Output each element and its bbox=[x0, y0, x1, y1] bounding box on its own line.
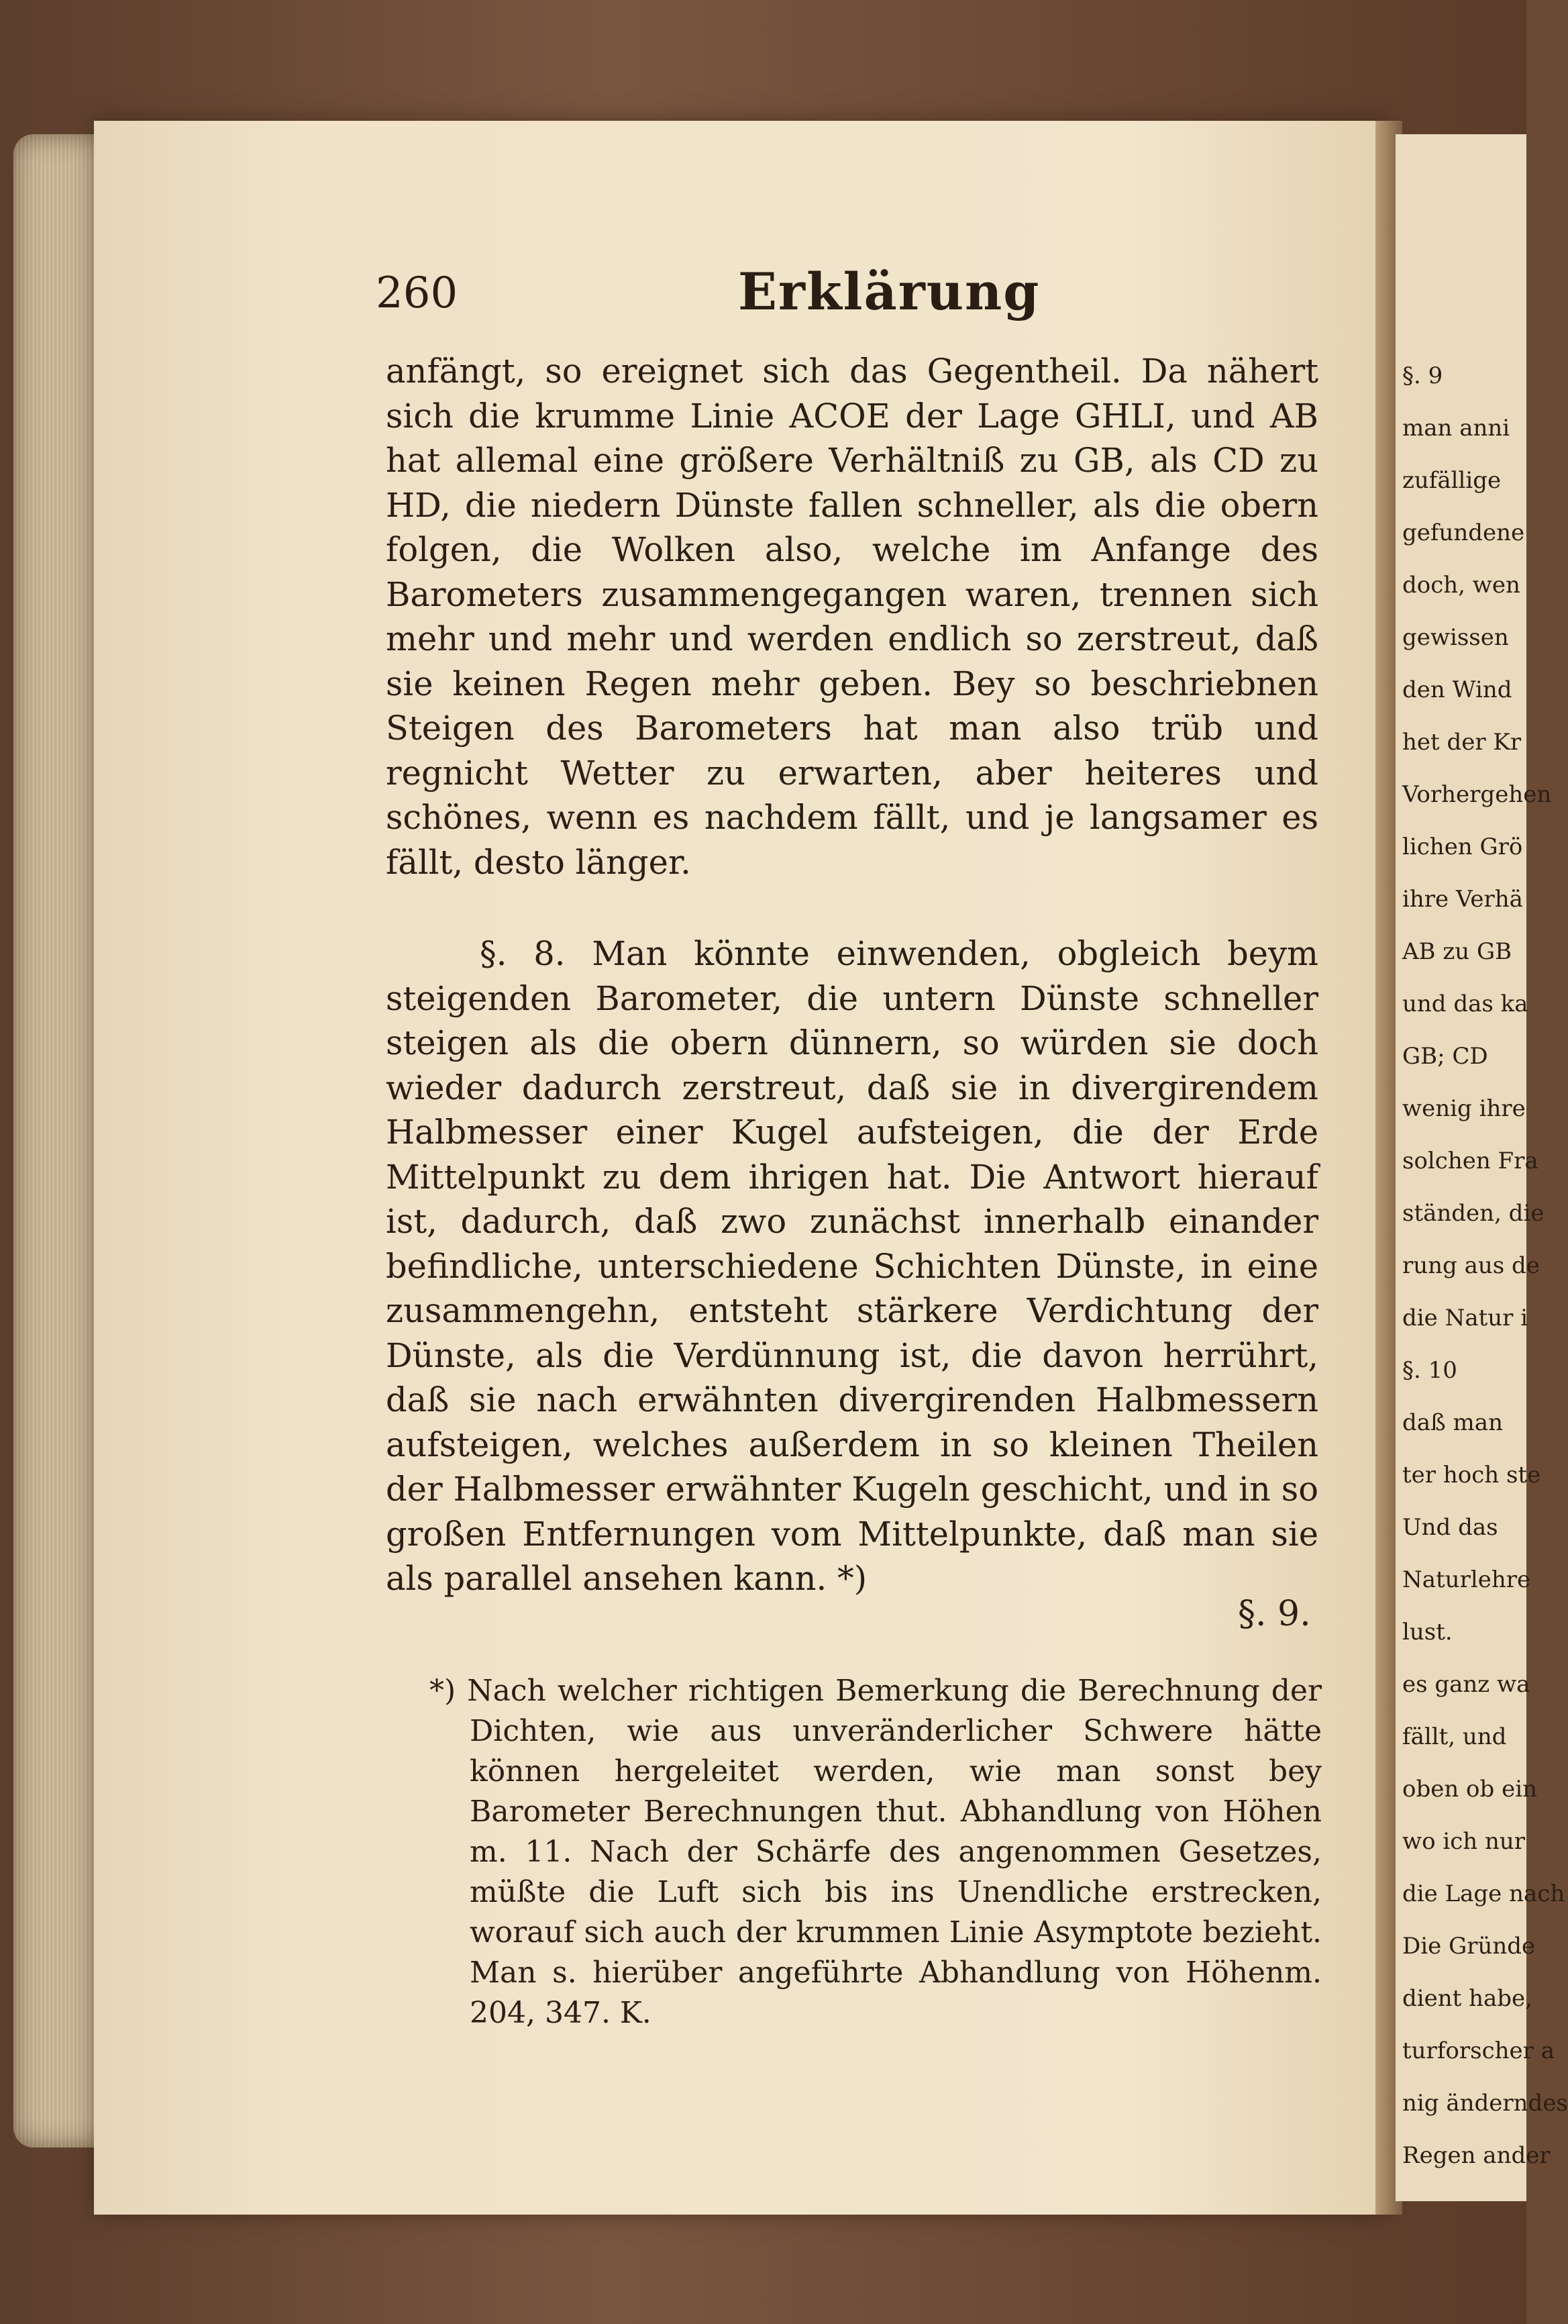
facing-page-line: rung aus de bbox=[1402, 1252, 1540, 1279]
facing-page-line: oben ob ein bbox=[1402, 1776, 1537, 1803]
facing-page-line: gewissen bbox=[1402, 624, 1509, 651]
main-text bbox=[386, 349, 1318, 1601]
facing-page-line: GB; CD bbox=[1402, 1043, 1488, 1070]
facing-page-line: es ganz wa bbox=[1402, 1671, 1530, 1698]
facing-page-line: Naturlehre bbox=[1402, 1566, 1531, 1593]
facing-page-line: die Lage nach bbox=[1402, 1880, 1565, 1907]
facing-page-line: ihre Verhä bbox=[1402, 886, 1523, 913]
page-number: 260 bbox=[376, 268, 458, 318]
facing-page-line: het der Kr bbox=[1402, 729, 1522, 756]
facing-page-line: turforscher a bbox=[1402, 2037, 1555, 2064]
facing-page-fragment bbox=[1396, 134, 1568, 2201]
catchword: §. 9. bbox=[1238, 1594, 1311, 1634]
facing-page-line: wo ich nur bbox=[1402, 1828, 1526, 1855]
footnote bbox=[429, 1671, 1322, 2033]
facing-page-line: §. 9 bbox=[1402, 362, 1443, 389]
paragraph: §. 8. Man könnte einwenden, obgleich beym steigenden Barometer, die untern Dünste schneller steigen als die obern dünnern, so würden sie doch wieder dadurch zerstreut, daß sie in divergirendem Halbmesser einer Kugel aufsteigen, die der Erde Mittelpunkt zu dem ihrigen hat. Die Antwort hierauf ist, dadurch, daß zwo zunächst innerhalb einander befindliche, unterschiedene Schichten Dünste, in eine zusammengehn, entsteht stärkere Verdichtung der Dünste, als die Verdünnung ist, die davon herrührt, daß sie nach erwähnten divergirenden Halbmessern aufsteigen, welches außerdem in so kleinen Theilen der Halbmesser erwähnter Kugeln geschicht, und in so großen Entfernungen vom Mittelpunkte, daß man sie als parallel ansehen kann. *) bbox=[386, 934, 1318, 1598]
running-title: Erklärung bbox=[738, 262, 1041, 321]
facing-page-line: nig änderndes bbox=[1402, 2090, 1568, 2117]
facing-page-line: ständen, die bbox=[1402, 1200, 1545, 1227]
facing-page-line: fällt, und bbox=[1402, 1723, 1507, 1750]
facing-page-line: doch, wen bbox=[1402, 572, 1520, 599]
facing-page-line: die Natur i bbox=[1402, 1305, 1528, 1331]
facing-page-line: Und das bbox=[1402, 1514, 1498, 1541]
facing-page-line: zufällige bbox=[1402, 467, 1502, 494]
facing-page-line: gefundene bbox=[1402, 519, 1525, 546]
facing-page-line: lust. bbox=[1402, 1619, 1453, 1646]
facing-page-line: Regen ander bbox=[1402, 2142, 1551, 2169]
facing-page-line: daß man bbox=[1402, 1409, 1503, 1436]
facing-page-line: dient habe, bbox=[1402, 1985, 1532, 2012]
facing-page-line: lichen Grö bbox=[1402, 833, 1523, 860]
facing-page-line: und das ka bbox=[1402, 991, 1528, 1017]
facing-page-line: Vorhergehen bbox=[1402, 781, 1552, 808]
paragraph: anfängt, so ereignet sich das Gegentheil. Da nähert sich die krumme Linie ACOE der Lage GHLI, und AB hat allemal eine größere Verhältniß zu GB, als CD zu HD, die niedern Dünste fallen schneller, als die obern folgen, die Wolken also, welche im Anfange des Barometers zusammengegangen waren, trennen sich mehr und mehr und werden endlich so zerstreut, daß sie keinen Regen mehr geben. Bey so beschriebnen Steigen des Barometers hat man also trüb und regnicht Wetter zu erwarten, aber heiteres und schönes, wenn es nachdem fällt, und je langsamer es fällt, desto länger. bbox=[386, 352, 1318, 882]
page-header bbox=[376, 262, 1315, 329]
facing-page-line: solchen Fra bbox=[1402, 1148, 1538, 1174]
facing-page-line: man anni bbox=[1402, 415, 1510, 442]
facing-page-line: den Wind bbox=[1402, 676, 1512, 703]
footnote-text: *) Nach welcher richtigen Bemerkung die Berechnung der Dichten, wie aus unveränderlicher Schwere hätte können hergeleitet werden, wie man sonst bey Barometer Berechnungen thut. Abhandlung von Höhen m. 11. Nach der Schärfe des angenommen Gesetzes, müßte die Luft sich bis ins Unendliche erstrecken, worauf sich auch der krummen Linie Asymptote bezieht. Man s. hierüber angeführte Abhandlung von Höhenm. 204, 347. K. bbox=[429, 1674, 1322, 2030]
facing-page-line: wenig ihre bbox=[1402, 1095, 1526, 1122]
facing-page-line: Die Gründe bbox=[1402, 1933, 1536, 1960]
facing-page-line: ter hoch ste bbox=[1402, 1462, 1541, 1488]
facing-page-line: §. 10 bbox=[1402, 1357, 1457, 1384]
facing-page-line: AB zu GB bbox=[1402, 938, 1512, 965]
